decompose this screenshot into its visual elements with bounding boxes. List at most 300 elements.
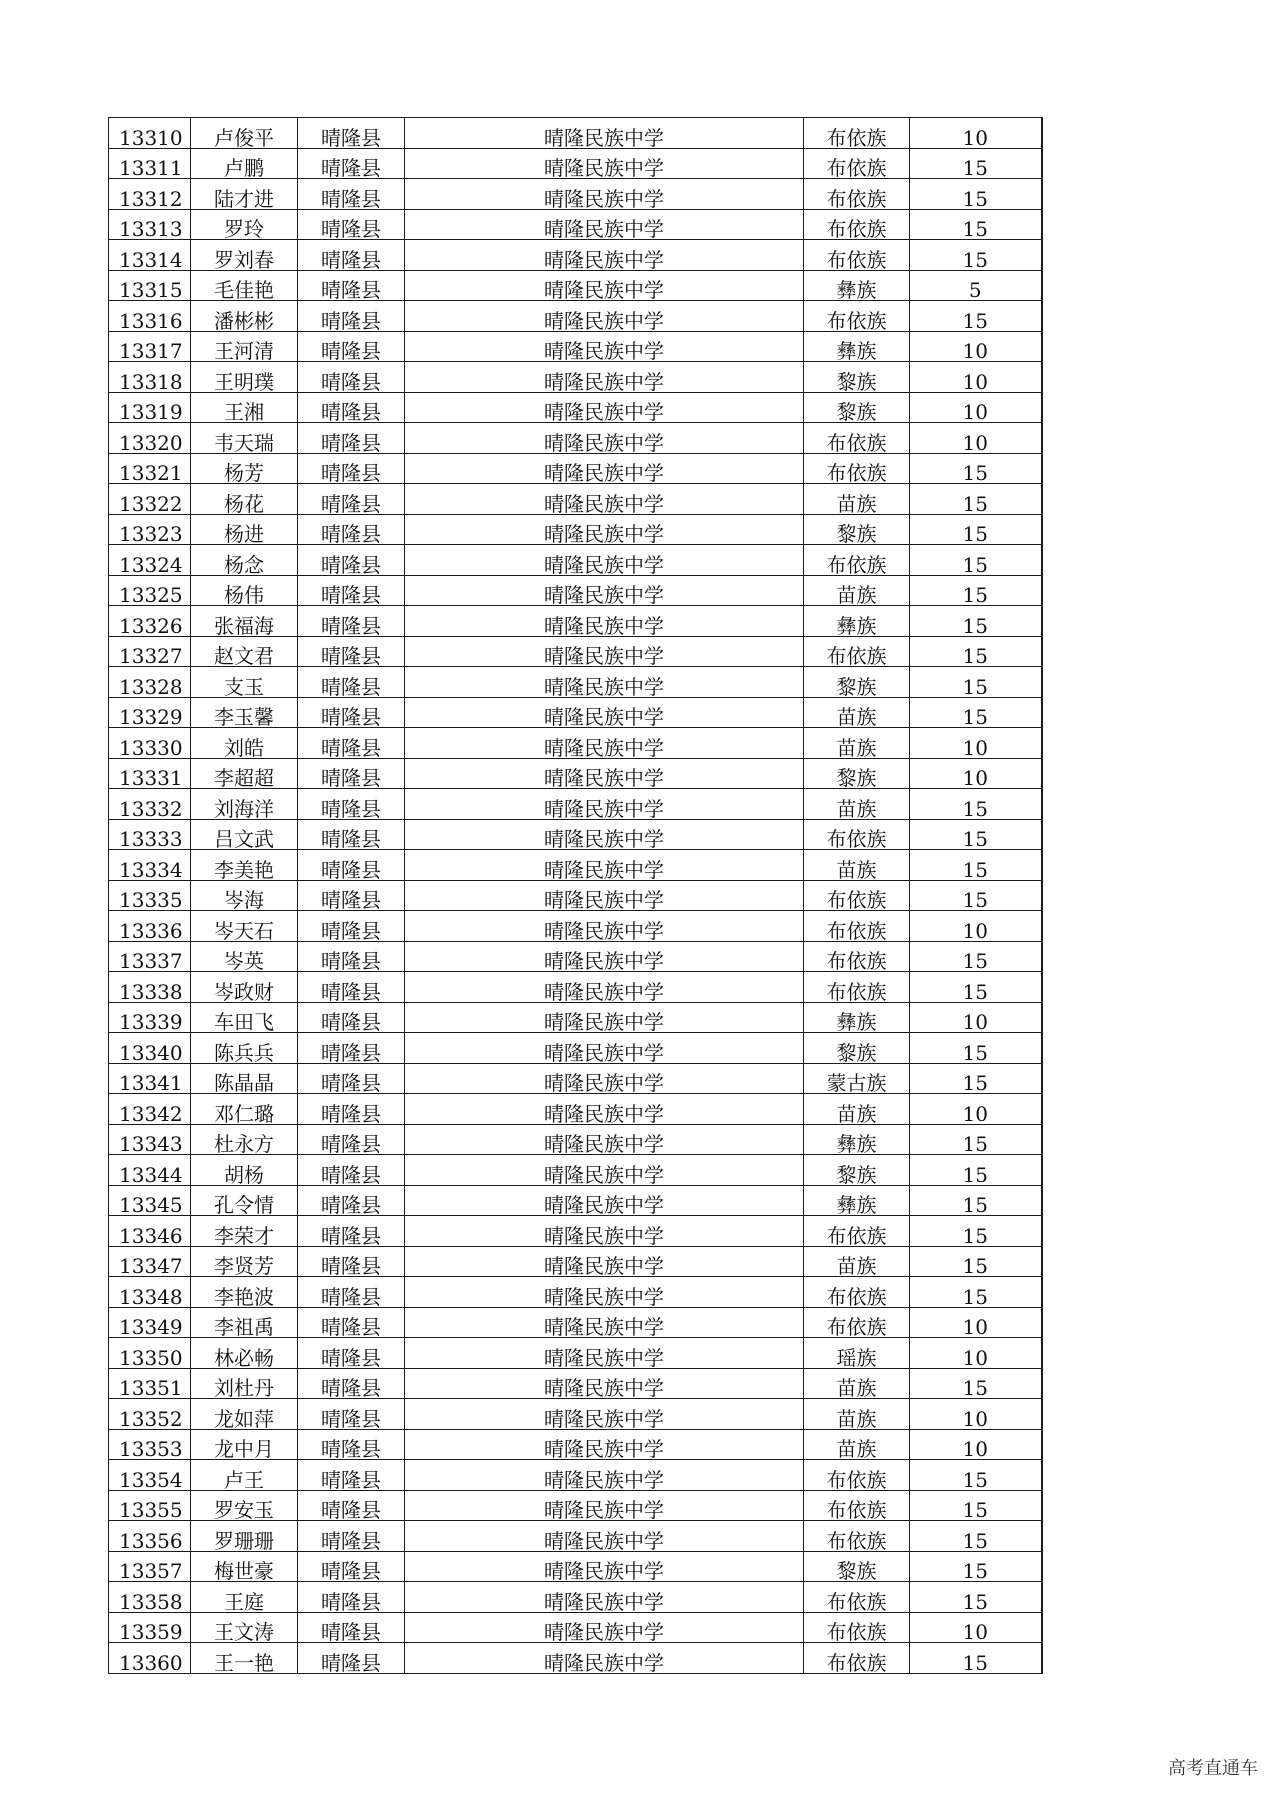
cell-school: 晴隆民族中学	[405, 758, 804, 789]
cell-id: 13345	[109, 1185, 191, 1216]
table-row	[109, 911, 1042, 942]
cell-county: 晴隆县	[298, 1643, 405, 1674]
cell-school: 晴隆民族中学	[405, 728, 804, 759]
cell-score: 15	[910, 1216, 1042, 1247]
cell-name: 岑政财	[191, 972, 298, 1003]
cell-score: 10	[910, 1429, 1042, 1460]
cell-id: 13312	[109, 179, 191, 210]
cell-id: 13332	[109, 789, 191, 820]
cell-id: 13331	[109, 758, 191, 789]
cell-school: 晴隆民族中学	[405, 819, 804, 850]
table-row	[109, 1368, 1042, 1399]
cell-school: 晴隆民族中学	[405, 423, 804, 454]
cell-county: 晴隆县	[298, 301, 405, 332]
cell-id: 13339	[109, 1002, 191, 1033]
cell-school: 晴隆民族中学	[405, 1582, 804, 1613]
cell-school: 晴隆民族中学	[405, 1002, 804, 1033]
cell-ethnicity: 苗族	[804, 1094, 910, 1125]
cell-ethnicity: 布依族	[804, 1490, 910, 1521]
cell-name: 邓仁璐	[191, 1094, 298, 1125]
cell-county: 晴隆县	[298, 1307, 405, 1338]
cell-name: 罗玲	[191, 209, 298, 240]
cell-ethnicity: 布依族	[804, 423, 910, 454]
table-row	[109, 1063, 1042, 1094]
cell-school: 晴隆民族中学	[405, 911, 804, 942]
cell-score: 15	[910, 301, 1042, 332]
cell-id: 13317	[109, 331, 191, 362]
cell-ethnicity: 布依族	[804, 209, 910, 240]
cell-id: 13325	[109, 575, 191, 606]
cell-ethnicity: 布依族	[804, 1216, 910, 1247]
cell-ethnicity: 布依族	[804, 1582, 910, 1613]
cell-ethnicity: 布依族	[804, 819, 910, 850]
cell-school: 晴隆民族中学	[405, 1521, 804, 1552]
cell-county: 晴隆县	[298, 1460, 405, 1491]
cell-school: 晴隆民族中学	[405, 179, 804, 210]
cell-name: 车田飞	[191, 1002, 298, 1033]
cell-score: 15	[910, 972, 1042, 1003]
cell-id: 13328	[109, 667, 191, 698]
cell-score: 15	[910, 575, 1042, 606]
cell-score: 15	[910, 545, 1042, 576]
table-row	[109, 850, 1042, 881]
cell-county: 晴隆县	[298, 209, 405, 240]
cell-county: 晴隆县	[298, 331, 405, 362]
cell-ethnicity: 布依族	[804, 148, 910, 179]
cell-score: 10	[910, 118, 1042, 149]
cell-school: 晴隆民族中学	[405, 514, 804, 545]
cell-id: 13344	[109, 1155, 191, 1186]
cell-ethnicity: 黎族	[804, 758, 910, 789]
cell-ethnicity: 黎族	[804, 1551, 910, 1582]
table-row	[109, 545, 1042, 576]
table-row	[109, 240, 1042, 271]
cell-ethnicity: 苗族	[804, 697, 910, 728]
cell-county: 晴隆县	[298, 484, 405, 515]
cell-score: 15	[910, 697, 1042, 728]
table-row	[109, 1277, 1042, 1308]
cell-score: 15	[910, 1582, 1042, 1613]
table-row	[109, 667, 1042, 698]
cell-county: 晴隆县	[298, 880, 405, 911]
cell-school: 晴隆民族中学	[405, 1307, 804, 1338]
cell-ethnicity: 布依族	[804, 179, 910, 210]
cell-id: 13333	[109, 819, 191, 850]
cell-id: 13353	[109, 1429, 191, 1460]
cell-county: 晴隆县	[298, 179, 405, 210]
cell-county: 晴隆县	[298, 118, 405, 149]
cell-id: 13354	[109, 1460, 191, 1491]
table-row	[109, 1094, 1042, 1125]
table-row	[109, 728, 1042, 759]
table-row	[109, 1429, 1042, 1460]
cell-ethnicity: 苗族	[804, 789, 910, 820]
cell-name: 潘彬彬	[191, 301, 298, 332]
cell-school: 晴隆民族中学	[405, 667, 804, 698]
cell-county: 晴隆县	[298, 240, 405, 271]
cell-school: 晴隆民族中学	[405, 880, 804, 911]
cell-ethnicity: 布依族	[804, 545, 910, 576]
cell-ethnicity: 瑶族	[804, 1338, 910, 1369]
cell-score: 10	[910, 331, 1042, 362]
cell-score: 15	[910, 209, 1042, 240]
cell-ethnicity: 黎族	[804, 667, 910, 698]
cell-school: 晴隆民族中学	[405, 1490, 804, 1521]
cell-county: 晴隆县	[298, 1216, 405, 1247]
cell-id: 13340	[109, 1033, 191, 1064]
cell-county: 晴隆县	[298, 1094, 405, 1125]
cell-ethnicity: 苗族	[804, 484, 910, 515]
cell-id: 13319	[109, 392, 191, 423]
cell-id: 13355	[109, 1490, 191, 1521]
table-row	[109, 1246, 1042, 1277]
cell-school: 晴隆民族中学	[405, 1368, 804, 1399]
table-row	[109, 423, 1042, 454]
cell-name: 李超超	[191, 758, 298, 789]
cell-id: 13329	[109, 697, 191, 728]
cell-name: 孔令情	[191, 1185, 298, 1216]
table-row	[109, 392, 1042, 423]
cell-ethnicity: 布依族	[804, 1521, 910, 1552]
cell-id: 13358	[109, 1582, 191, 1613]
table-row	[109, 1490, 1042, 1521]
table-row	[109, 148, 1042, 179]
table-row	[109, 331, 1042, 362]
cell-ethnicity: 彝族	[804, 1002, 910, 1033]
cell-ethnicity: 苗族	[804, 1246, 910, 1277]
cell-ethnicity: 彝族	[804, 331, 910, 362]
cell-score: 15	[910, 1246, 1042, 1277]
cell-ethnicity: 布依族	[804, 453, 910, 484]
cell-name: 杨花	[191, 484, 298, 515]
table-row	[109, 1124, 1042, 1155]
cell-school: 晴隆民族中学	[405, 697, 804, 728]
cell-name: 王明璞	[191, 362, 298, 393]
cell-name: 张福海	[191, 606, 298, 637]
cell-score: 15	[910, 1490, 1042, 1521]
cell-name: 王河清	[191, 331, 298, 362]
cell-ethnicity: 布依族	[804, 240, 910, 271]
cell-name: 吕文武	[191, 819, 298, 850]
cell-ethnicity: 布依族	[804, 1460, 910, 1491]
cell-name: 韦天瑞	[191, 423, 298, 454]
cell-county: 晴隆县	[298, 911, 405, 942]
cell-id: 13357	[109, 1551, 191, 1582]
cell-county: 晴隆县	[298, 789, 405, 820]
cell-ethnicity: 彝族	[804, 270, 910, 301]
cell-county: 晴隆县	[298, 1033, 405, 1064]
table-row	[109, 453, 1042, 484]
cell-name: 王湘	[191, 392, 298, 423]
cell-county: 晴隆县	[298, 1399, 405, 1430]
cell-score: 10	[910, 1002, 1042, 1033]
cell-county: 晴隆县	[298, 392, 405, 423]
cell-county: 晴隆县	[298, 728, 405, 759]
cell-id: 13314	[109, 240, 191, 271]
cell-score: 15	[910, 880, 1042, 911]
cell-county: 晴隆县	[298, 1490, 405, 1521]
cell-score: 15	[910, 453, 1042, 484]
cell-id: 13310	[109, 118, 191, 149]
cell-name: 岑海	[191, 880, 298, 911]
cell-ethnicity: 黎族	[804, 1033, 910, 1064]
cell-school: 晴隆民族中学	[405, 1612, 804, 1643]
cell-score: 15	[910, 1063, 1042, 1094]
cell-id: 13335	[109, 880, 191, 911]
table-row	[109, 362, 1042, 393]
cell-id: 13343	[109, 1124, 191, 1155]
cell-score: 15	[910, 1521, 1042, 1552]
cell-id: 13337	[109, 941, 191, 972]
cell-name: 赵文君	[191, 636, 298, 667]
cell-ethnicity: 布依族	[804, 118, 910, 149]
cell-score: 15	[910, 667, 1042, 698]
roster-table-container	[108, 117, 1041, 1674]
cell-name: 李玉馨	[191, 697, 298, 728]
table-row	[109, 697, 1042, 728]
cell-score: 15	[910, 1155, 1042, 1186]
cell-name: 王庭	[191, 1582, 298, 1613]
cell-county: 晴隆县	[298, 453, 405, 484]
cell-ethnicity: 苗族	[804, 1429, 910, 1460]
cell-name: 李美艳	[191, 850, 298, 881]
cell-name: 卢俊平	[191, 118, 298, 149]
table-row	[109, 1185, 1042, 1216]
cell-county: 晴隆县	[298, 1124, 405, 1155]
cell-school: 晴隆民族中学	[405, 1277, 804, 1308]
cell-school: 晴隆民族中学	[405, 148, 804, 179]
cell-score: 15	[910, 1277, 1042, 1308]
cell-name: 陆才进	[191, 179, 298, 210]
cell-school: 晴隆民族中学	[405, 1124, 804, 1155]
cell-name: 杨进	[191, 514, 298, 545]
cell-school: 晴隆民族中学	[405, 1399, 804, 1430]
cell-score: 10	[910, 392, 1042, 423]
cell-score: 15	[910, 484, 1042, 515]
cell-score: 10	[910, 1399, 1042, 1430]
cell-id: 13350	[109, 1338, 191, 1369]
cell-name: 王文涛	[191, 1612, 298, 1643]
cell-school: 晴隆民族中学	[405, 1429, 804, 1460]
cell-county: 晴隆县	[298, 1582, 405, 1613]
cell-ethnicity: 黎族	[804, 392, 910, 423]
cell-id: 13327	[109, 636, 191, 667]
cell-county: 晴隆县	[298, 850, 405, 881]
cell-school: 晴隆民族中学	[405, 362, 804, 393]
cell-name: 毛佳艳	[191, 270, 298, 301]
cell-name: 卢鹏	[191, 148, 298, 179]
cell-score: 15	[910, 1551, 1042, 1582]
cell-school: 晴隆民族中学	[405, 392, 804, 423]
cell-score: 10	[910, 1338, 1042, 1369]
cell-score: 15	[910, 1124, 1042, 1155]
cell-school: 晴隆民族中学	[405, 1551, 804, 1582]
cell-school: 晴隆民族中学	[405, 1185, 804, 1216]
cell-county: 晴隆县	[298, 514, 405, 545]
cell-score: 15	[910, 1643, 1042, 1674]
cell-county: 晴隆县	[298, 362, 405, 393]
table-row	[109, 179, 1042, 210]
cell-county: 晴隆县	[298, 423, 405, 454]
table-row	[109, 575, 1042, 606]
cell-school: 晴隆民族中学	[405, 1063, 804, 1094]
cell-school: 晴隆民族中学	[405, 1338, 804, 1369]
cell-id: 13341	[109, 1063, 191, 1094]
cell-id: 13334	[109, 850, 191, 881]
cell-score: 10	[910, 758, 1042, 789]
cell-id: 13313	[109, 209, 191, 240]
table-row	[109, 1521, 1042, 1552]
table-row	[109, 1307, 1042, 1338]
cell-id: 13347	[109, 1246, 191, 1277]
cell-score: 15	[910, 789, 1042, 820]
cell-name: 卢王	[191, 1460, 298, 1491]
cell-id: 13359	[109, 1612, 191, 1643]
cell-id: 13349	[109, 1307, 191, 1338]
watermark-text: 高考直通车	[1168, 1758, 1258, 1779]
cell-id: 13338	[109, 972, 191, 1003]
table-row	[109, 941, 1042, 972]
cell-school: 晴隆民族中学	[405, 1033, 804, 1064]
cell-id: 13356	[109, 1521, 191, 1552]
cell-county: 晴隆县	[298, 819, 405, 850]
cell-county: 晴隆县	[298, 1155, 405, 1186]
table-row	[109, 972, 1042, 1003]
roster-table	[108, 117, 1043, 1674]
cell-score: 15	[910, 1033, 1042, 1064]
cell-county: 晴隆县	[298, 758, 405, 789]
cell-county: 晴隆县	[298, 1338, 405, 1369]
cell-school: 晴隆民族中学	[405, 270, 804, 301]
cell-name: 龙如萍	[191, 1399, 298, 1430]
cell-school: 晴隆民族中学	[405, 1246, 804, 1277]
cell-county: 晴隆县	[298, 1277, 405, 1308]
cell-name: 李祖禹	[191, 1307, 298, 1338]
cell-school: 晴隆民族中学	[405, 240, 804, 271]
table-row	[109, 1155, 1042, 1186]
cell-name: 杨芳	[191, 453, 298, 484]
cell-ethnicity: 布依族	[804, 1277, 910, 1308]
cell-school: 晴隆民族中学	[405, 331, 804, 362]
cell-score: 10	[910, 423, 1042, 454]
table-row	[109, 1643, 1042, 1674]
cell-county: 晴隆县	[298, 270, 405, 301]
cell-name: 林必畅	[191, 1338, 298, 1369]
table-row	[109, 1582, 1042, 1613]
cell-id: 13323	[109, 514, 191, 545]
table-row	[109, 1033, 1042, 1064]
cell-ethnicity: 布依族	[804, 1307, 910, 1338]
table-row	[109, 1002, 1042, 1033]
cell-name: 刘海洋	[191, 789, 298, 820]
cell-school: 晴隆民族中学	[405, 575, 804, 606]
cell-name: 岑英	[191, 941, 298, 972]
table-row	[109, 1399, 1042, 1430]
cell-school: 晴隆民族中学	[405, 1094, 804, 1125]
cell-score: 15	[910, 1185, 1042, 1216]
cell-score: 10	[910, 1307, 1042, 1338]
cell-id: 13322	[109, 484, 191, 515]
cell-ethnicity: 彝族	[804, 606, 910, 637]
cell-id: 13311	[109, 148, 191, 179]
cell-score: 15	[910, 941, 1042, 972]
table-row	[109, 301, 1042, 332]
cell-id: 13342	[109, 1094, 191, 1125]
cell-id: 13320	[109, 423, 191, 454]
cell-id: 13316	[109, 301, 191, 332]
cell-county: 晴隆县	[298, 1185, 405, 1216]
cell-name: 支玉	[191, 667, 298, 698]
cell-name: 王一艳	[191, 1643, 298, 1674]
cell-score: 10	[910, 911, 1042, 942]
table-row	[109, 880, 1042, 911]
cell-ethnicity: 黎族	[804, 362, 910, 393]
cell-score: 15	[910, 1460, 1042, 1491]
cell-name: 杨伟	[191, 575, 298, 606]
cell-name: 罗刘春	[191, 240, 298, 271]
cell-score: 15	[910, 606, 1042, 637]
cell-score: 15	[910, 636, 1042, 667]
table-row	[109, 270, 1042, 301]
cell-name: 杨念	[191, 545, 298, 576]
cell-school: 晴隆民族中学	[405, 941, 804, 972]
cell-ethnicity: 彝族	[804, 1124, 910, 1155]
cell-name: 李贤芳	[191, 1246, 298, 1277]
cell-score: 15	[910, 514, 1042, 545]
cell-name: 罗安玉	[191, 1490, 298, 1521]
cell-name: 李荣才	[191, 1216, 298, 1247]
cell-county: 晴隆县	[298, 1368, 405, 1399]
cell-school: 晴隆民族中学	[405, 453, 804, 484]
cell-county: 晴隆县	[298, 1063, 405, 1094]
cell-school: 晴隆民族中学	[405, 972, 804, 1003]
table-row	[109, 1216, 1042, 1247]
cell-school: 晴隆民族中学	[405, 301, 804, 332]
cell-ethnicity: 布依族	[804, 911, 910, 942]
cell-id: 13318	[109, 362, 191, 393]
cell-school: 晴隆民族中学	[405, 1155, 804, 1186]
cell-ethnicity: 苗族	[804, 728, 910, 759]
cell-school: 晴隆民族中学	[405, 209, 804, 240]
cell-county: 晴隆县	[298, 636, 405, 667]
table-row	[109, 1612, 1042, 1643]
cell-id: 13346	[109, 1216, 191, 1247]
cell-id: 13324	[109, 545, 191, 576]
cell-ethnicity: 苗族	[804, 1368, 910, 1399]
cell-ethnicity: 布依族	[804, 636, 910, 667]
cell-ethnicity: 苗族	[804, 850, 910, 881]
cell-ethnicity: 布依族	[804, 972, 910, 1003]
cell-county: 晴隆县	[298, 1246, 405, 1277]
cell-id: 13326	[109, 606, 191, 637]
cell-score: 15	[910, 819, 1042, 850]
table-row	[109, 636, 1042, 667]
cell-ethnicity: 蒙古族	[804, 1063, 910, 1094]
cell-score: 10	[910, 362, 1042, 393]
table-row	[109, 819, 1042, 850]
cell-county: 晴隆县	[298, 606, 405, 637]
cell-id: 13315	[109, 270, 191, 301]
cell-ethnicity: 黎族	[804, 1155, 910, 1186]
cell-school: 晴隆民族中学	[405, 636, 804, 667]
cell-score: 15	[910, 1368, 1042, 1399]
cell-name: 杜永方	[191, 1124, 298, 1155]
cell-id: 13360	[109, 1643, 191, 1674]
cell-school: 晴隆民族中学	[405, 789, 804, 820]
cell-ethnicity: 苗族	[804, 575, 910, 606]
cell-name: 刘杜丹	[191, 1368, 298, 1399]
cell-school: 晴隆民族中学	[405, 118, 804, 149]
